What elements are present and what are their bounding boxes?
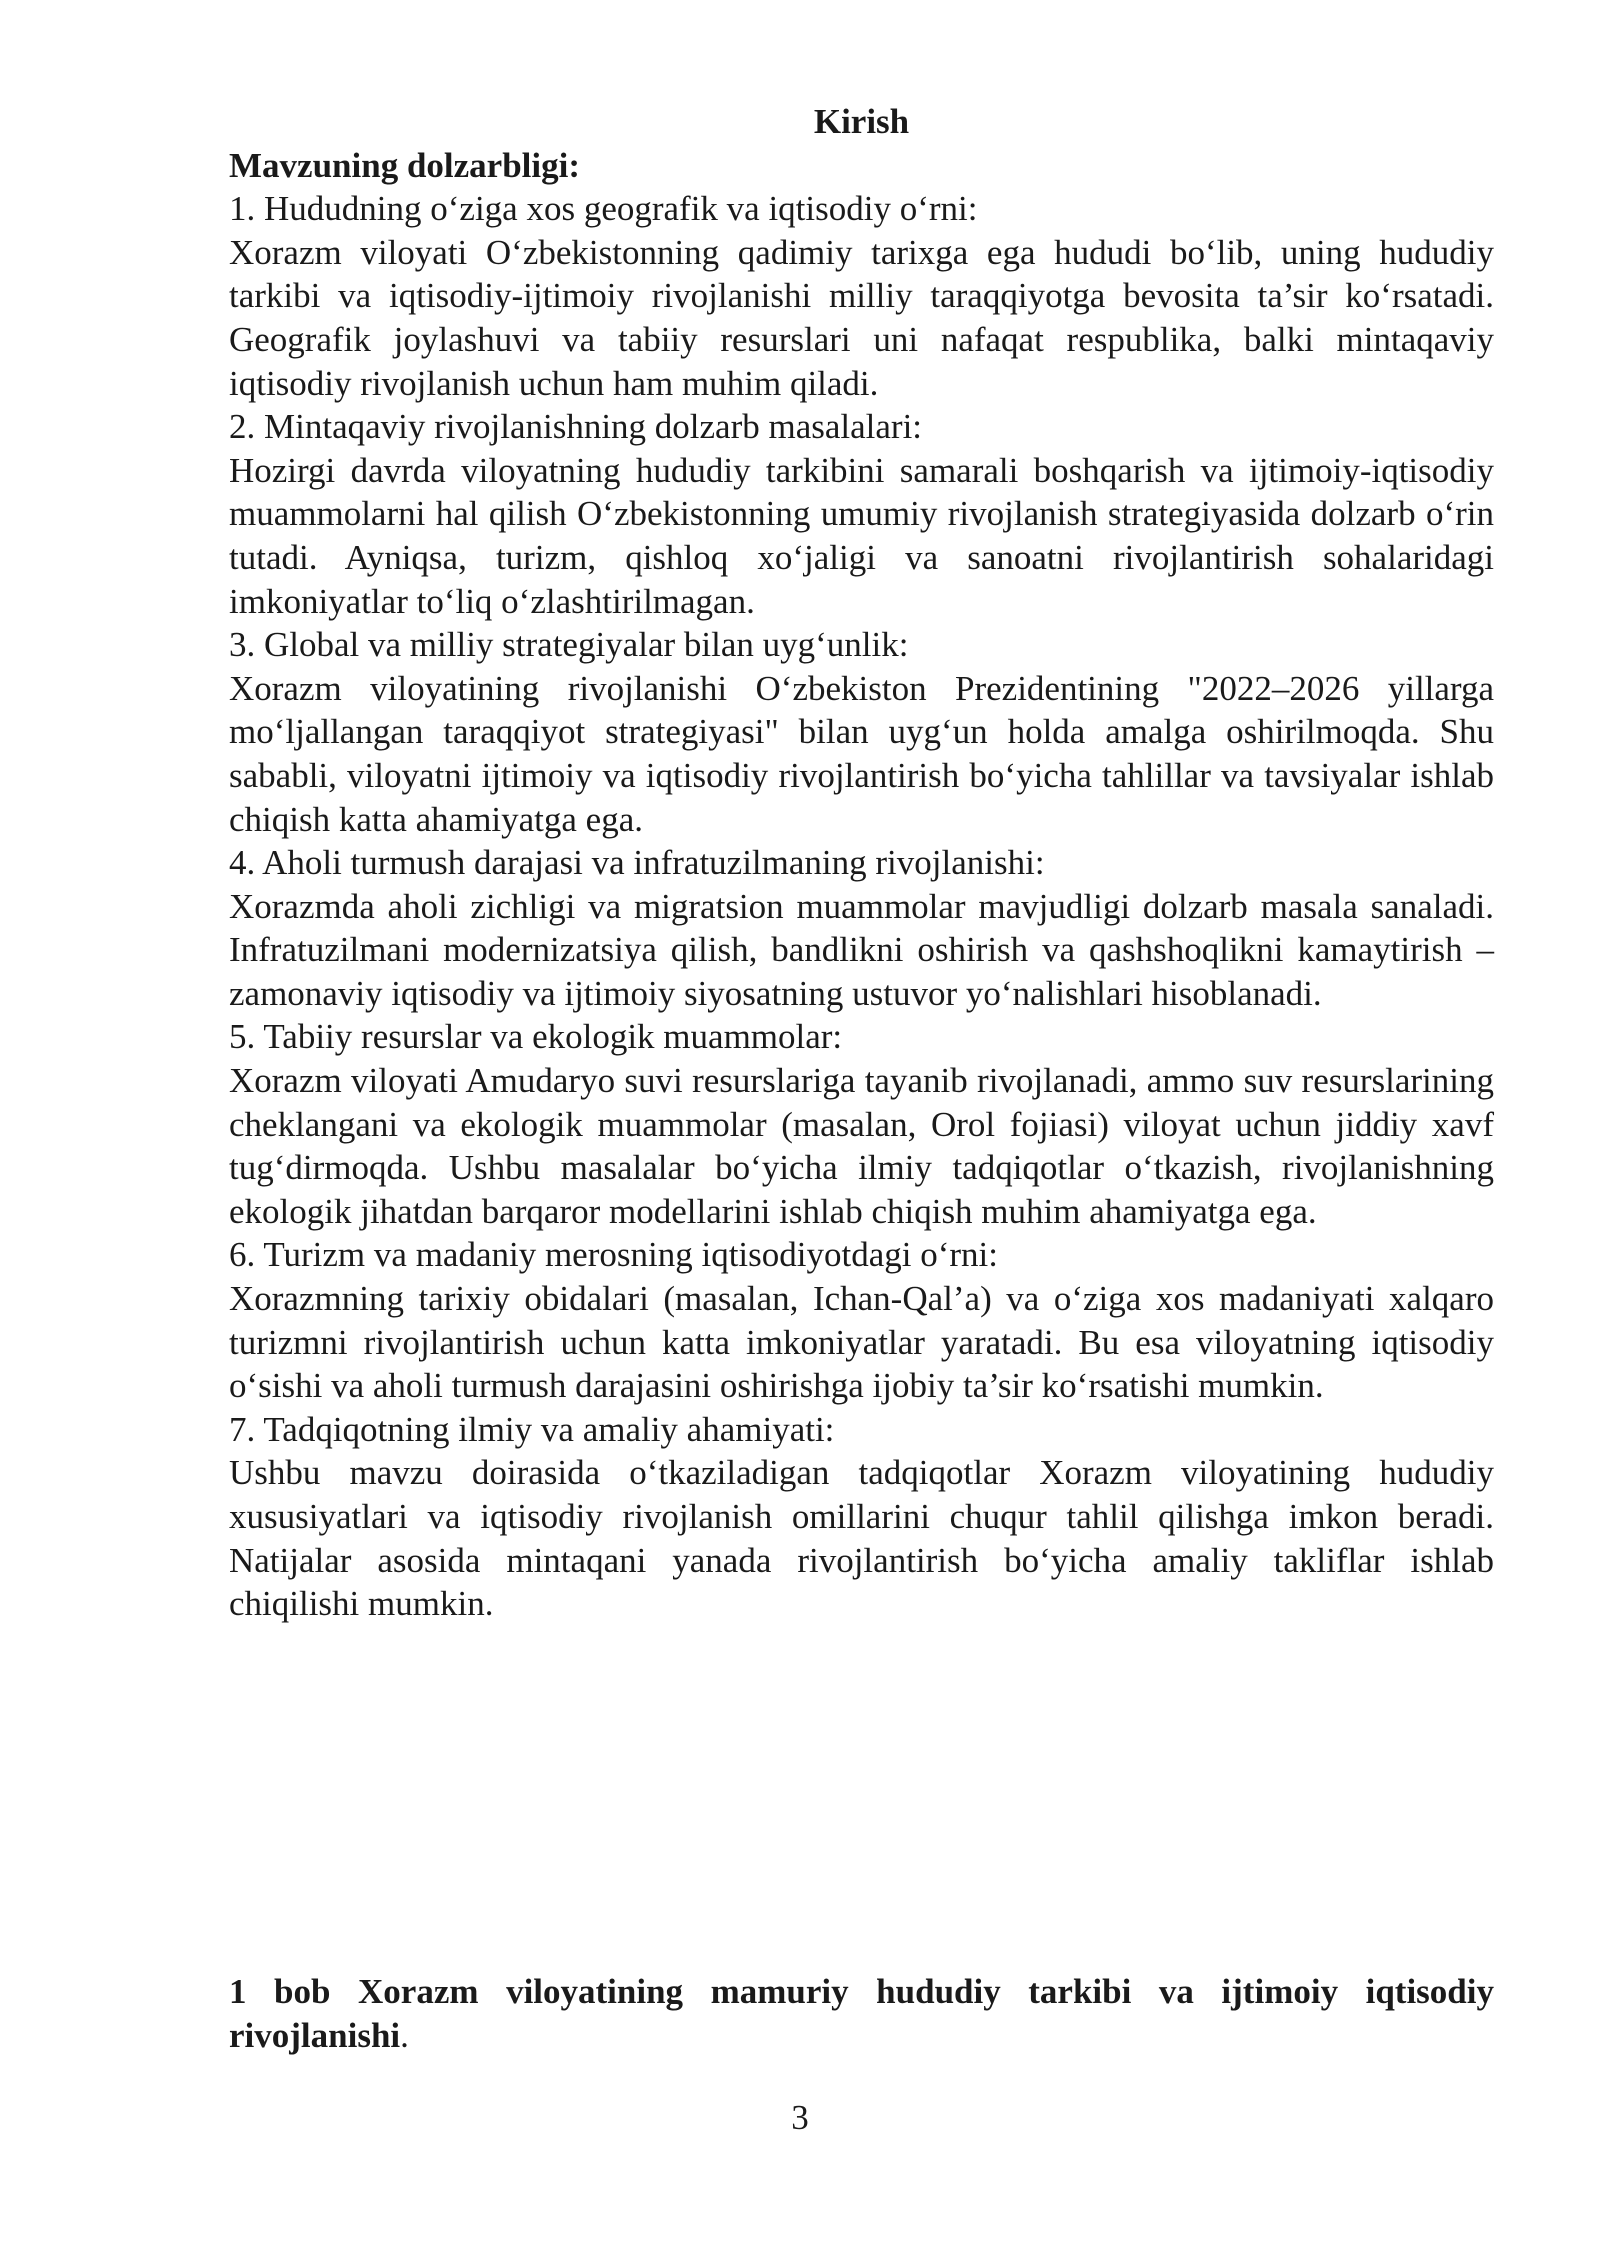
page-number: 3 — [791, 2098, 809, 2137]
document-subtitle: Mavzuning dolzarbligi: — [229, 145, 580, 185]
section-heading: 3. Global va milliy strategiyalar bilan uyg‘unlik: — [229, 625, 909, 665]
chapter-heading — [229, 1970, 1494, 2057]
document-page — [229, 100, 1494, 1626]
section-paragraph: Xorazm viloyati O‘zbekistonning qadimiy tarixga ega hududi bo‘lib, uning hududiy tarkibi va iqtisodiy-ijtimoiy rivojlanishi milliy taraqqiyotga bevosita ta’sir ko‘rsatadi. Geografik joylashuvi va tabiiy resurslari uni nafaqat respublika, balki mintaqaviy iqtisodiy rivojlanish uchun ham muhim qiladi. — [229, 232, 1494, 403]
section-paragraph: Ushbu mavzu doirasida o‘tkaziladigan tadqiqotlar Xorazm viloyatining hududiy xususiyatlari va iqtisodiy rivojlanish omillarini chuqur tahlil qilishga imkon beradi. Natijalar asosida mintaqani yanada rivojlantirish bo‘yicha amaliy takliflar ishlab chiqilishi mumkin. — [229, 1453, 1494, 1624]
section-4 — [229, 841, 1494, 1015]
section-3 — [229, 623, 1494, 841]
section-7 — [229, 1408, 1494, 1626]
section-2 — [229, 405, 1494, 623]
section-5 — [229, 1015, 1494, 1233]
chapter-heading-period: . — [400, 2015, 409, 2055]
section-paragraph: Xorazm viloyatining rivojlanishi O‘zbekiston Prezidentining "2022–2026 yillarga mo‘ljallangan taraqqiyot strategiyasi" bilan uyg‘un holda amalga oshirilmoqda. Shu sababli, viloyatni ijtimoiy va iqtisodiy rivojlantirish bo‘yicha tahlillar va tavsiyalar ishlab chiqish katta ahamiyatga ega. — [229, 668, 1494, 839]
document-title: Kirish — [813, 102, 910, 141]
section-paragraph: Xorazm viloyati Amudaryo suvi resurslariga tayanib rivojlanadi, ammo suv resurslarining cheklangani va ekologik muammolar (masalan, Orol fojiasi) viloyat uchun jiddiy xavf tug‘dirmoqda. Ushbu masalalar bo‘yicha ilmiy tadqiqotlar o‘tkazish, rivojlanishning ekologik jihatdan barqaror modellarini ishlab chiqish muhim ahamiyatga ega. — [229, 1061, 1494, 1231]
section-heading: 2. Mintaqaviy rivojlanishning dolzarb masalalari: — [229, 407, 923, 447]
section-paragraph: Xorazmda aholi zichligi va migratsion muammolar mavjudligi dolzarb masala sanaladi. Infratuzilmani modernizatsiya qilish, bandlikni oshirish va qashshoqlikni kamaytirish – zamonaviy iqtisodiy va ijtimoiy siyosatning ustuvor yo‘nalishlari hisoblanadi. — [229, 886, 1494, 1013]
chapter-heading-text: 1 bob Xorazm viloyatining mamuriy hududiy tarkibi va ijtimoiy iqtisodiy rivojlanishi — [229, 1972, 1494, 2055]
section-heading: 1. Hududning o‘ziga xos geografik va iqtisodiy o‘rni: — [229, 189, 978, 229]
section-heading: 5. Tabiiy resurslar va ekologik muammolar: — [229, 1017, 843, 1057]
section-6 — [229, 1233, 1494, 1407]
section-paragraph: Xorazmning tarixiy obidalari (masalan, Ichan-Qal’a) va o‘ziga xos madaniyati xalqaro turizmni rivojlantirish uchun katta imkoniyatlar yaratadi. Bu esa viloyatning iqtisodiy o‘sishi va aholi turmush darajasini oshirishga ijobiy ta’sir ko‘rsatishi mumkin. — [229, 1279, 1494, 1406]
section-heading: 6. Turizm va madaniy merosning iqtisodiyotdagi o‘rni: — [229, 1235, 998, 1275]
section-paragraph: Hozirgi davrda viloyatning hududiy tarkibini samarali boshqarish va ijtimoiy-iqtisodiy muammolarni hal qilish O‘zbekistonning umumiy rivojlanish strategiyasida dolzarb o‘rin tutadi. Ayniqsa, turizm, qishloq xo‘jaligi va sanoatni rivojlantirish sohalaridagi imkoniyatlar to‘liq o‘zlashtirilmagan. — [229, 450, 1494, 621]
section-heading: 7. Tadqiqotning ilmiy va amaliy ahamiyati: — [229, 1409, 835, 1449]
section-1 — [229, 187, 1494, 405]
section-heading: 4. Aholi turmush darajasi va infratuzilmaning rivojlanishi: — [229, 843, 1045, 883]
